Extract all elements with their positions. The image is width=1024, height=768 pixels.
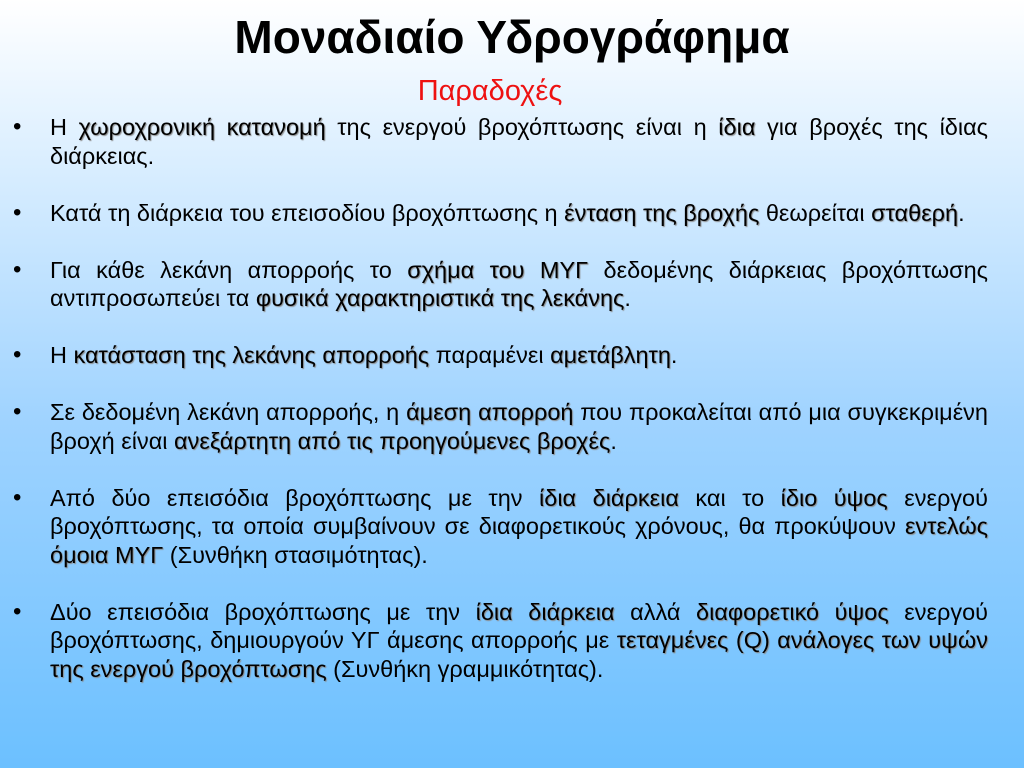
bullet-text: παραμένει <box>429 342 551 368</box>
bullet-item <box>13 483 988 570</box>
bullet-dot-icon: • <box>13 198 22 226</box>
bullet-text: Από δύο επεισόδια βροχόπτωσης με την <box>50 484 540 511</box>
highlighted-term: άμεση απορροή <box>406 399 574 425</box>
bullet-item <box>13 113 989 170</box>
bullet-text: (Συνθήκη στασιμότητας). <box>163 541 428 568</box>
bullet-text: . <box>958 199 965 226</box>
highlighted-term: ένταση της βροχής <box>564 199 760 226</box>
highlighted-term: τεταγμένες (Q) ανάλογες των υψών της ενεργού βροχόπτωσης <box>50 627 988 682</box>
bullet-text: ενεργού βροχόπτωσης, τα οποία συμβαίνουν σε διαφορετικούς χρόνους, θα προκύψουν <box>50 484 988 539</box>
highlighted-term: σχήμα του ΜΥΓ <box>407 256 589 283</box>
bullet-text: Σε δεδομένη λεκάνη απορροής, η <box>50 399 407 425</box>
bullet-item <box>13 341 988 370</box>
bullet-text: (Συνθήκη γραμμικότητας). <box>326 655 604 682</box>
bullet-item <box>13 198 988 228</box>
bullet-text: ενεργού βροχόπτωσης, δημιουργούν ΥΓ άμεσης απορροής με <box>50 598 988 653</box>
highlighted-term: αμετάβλητη <box>550 342 671 368</box>
highlighted-term: σταθερή <box>871 199 959 226</box>
highlighted-term: διαφορετικό ύψος <box>696 598 889 625</box>
bullet-text: δεδομένης διάρκειας βροχόπτωσης αντιπροσωπεύει τα <box>50 256 988 311</box>
bullet-text: Η <box>50 114 79 140</box>
highlighted-term: φυσικά χαρακτηριστικά της λεκάνης <box>255 285 625 311</box>
bullet-dot-icon: • <box>13 483 22 511</box>
highlighted-term: ανεξάρτητη από τις προηγούμενες βροχές <box>174 427 611 454</box>
highlighted-term: ίδιο ύψος <box>780 484 888 511</box>
highlighted-term: χωροχρονική κατανομή <box>78 114 326 140</box>
highlighted-term: ίδια διάρκεια <box>539 484 679 511</box>
bullet-dot-icon: • <box>13 597 22 625</box>
bullet-text: . <box>624 285 631 311</box>
bullet-item <box>13 255 988 313</box>
bullet-text: θεωρείται <box>759 199 872 226</box>
bullet-text: και το <box>678 484 781 511</box>
bullet-list <box>13 113 989 712</box>
bullet-dot-icon: • <box>13 398 22 425</box>
bullet-dot-icon: • <box>13 113 22 140</box>
bullet-item <box>13 398 989 455</box>
bullet-text: αλλά <box>614 598 697 625</box>
bullet-text: Η <box>50 342 74 368</box>
bullet-text: . <box>610 427 617 454</box>
bullet-text: Για κάθε λεκάνη απορροής το <box>50 256 408 283</box>
bullet-text: της ενεργού βροχόπτωσης είναι η <box>325 114 719 140</box>
bullet-dot-icon: • <box>13 341 22 368</box>
bullet-text: Δύο επεισόδια βροχόπτωσης με την <box>50 598 476 625</box>
highlighted-term: εντελώς όμοια ΜΥΓ <box>50 513 988 568</box>
highlighted-term: ίδια διάρκεια <box>475 598 615 625</box>
slide-subtitle: Παραδοχές <box>417 75 563 107</box>
slide-title: Μοναδιαίο Υδρογράφημα <box>234 11 790 63</box>
bullet-text: που προκαλείται από μια συγκεκριμένη βροχή είναι <box>50 399 989 454</box>
bullet-text: . <box>670 342 678 368</box>
bullet-dot-icon: • <box>13 255 22 283</box>
bullet-item <box>13 597 988 684</box>
highlighted-term: κατάσταση της λεκάνης απορροής <box>73 342 430 368</box>
highlighted-term: ίδια <box>718 114 756 140</box>
bullet-text: για βροχές της ίδιας διάρκειας. <box>50 114 989 169</box>
bullet-text: Κατά τη διάρκεια του επεισοδίου βροχόπτωσης η <box>50 199 565 226</box>
